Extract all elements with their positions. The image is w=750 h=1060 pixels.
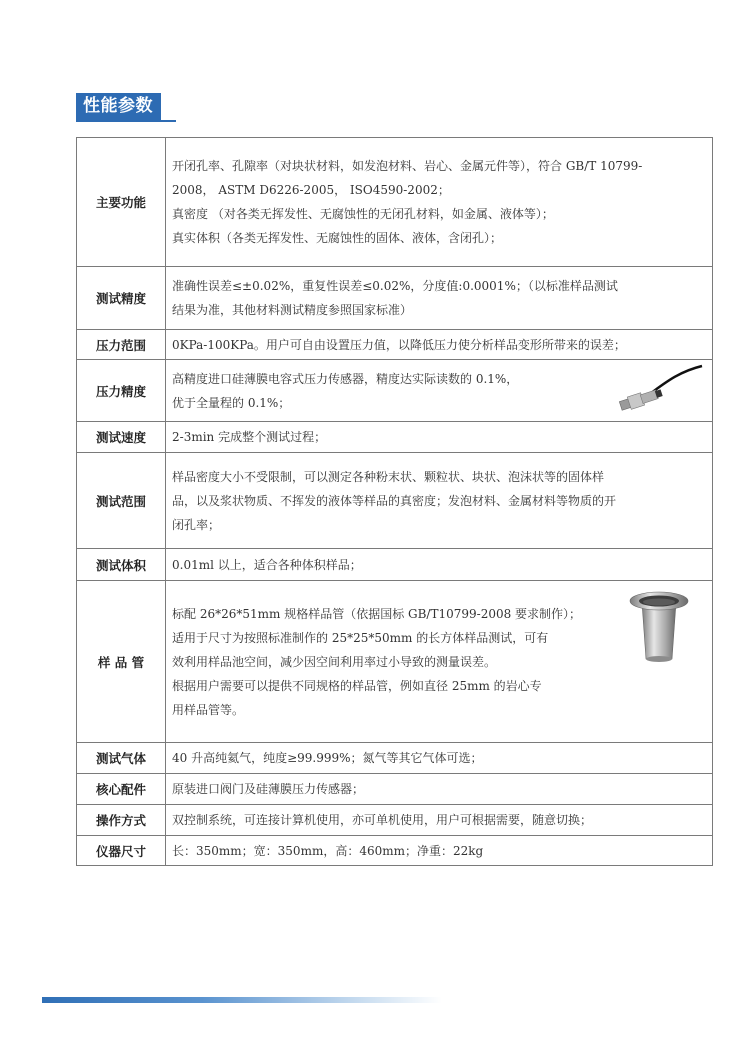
content-line: 双控制系统，可连接计算机使用，亦可单机使用，用户可根据需要，随意切换； bbox=[172, 813, 593, 827]
table-row bbox=[77, 330, 713, 360]
content-line: 原装进口阀门及硅薄膜压力传感器； bbox=[172, 782, 365, 796]
content-line: 0.01ml 以上，适合各种体积样品； bbox=[172, 557, 362, 572]
table-row bbox=[77, 743, 713, 774]
sample-tube-image bbox=[628, 589, 690, 665]
content-line: 准确性误差≤±0.02%，重复性误差≤0.02%，分度值:0.0001%；（以标准样品测试 bbox=[172, 279, 618, 293]
table-row bbox=[77, 836, 713, 866]
content-line: 结果为准，其他材料测试精度参照国家标准） bbox=[172, 303, 413, 317]
row-label: 测试气体 bbox=[77, 743, 166, 774]
row-label: 测试范围 bbox=[77, 453, 166, 549]
row-label: 测试速度 bbox=[77, 422, 166, 453]
table-row bbox=[77, 453, 713, 549]
section-title: 性能参数 bbox=[76, 93, 161, 120]
row-content bbox=[166, 836, 713, 866]
row-content bbox=[166, 453, 713, 549]
row-content bbox=[166, 360, 713, 422]
table-row bbox=[77, 267, 713, 330]
row-label: 压力范围 bbox=[77, 330, 166, 360]
table-row bbox=[77, 581, 713, 743]
spec-table bbox=[76, 137, 713, 866]
content-line: 2008， ASTM D6226-2005， ISO4590-2002； bbox=[172, 183, 450, 197]
row-content bbox=[166, 743, 713, 774]
pressure-sensor-image bbox=[614, 364, 704, 414]
table-row bbox=[77, 774, 713, 805]
row-label: 仪器尺寸 bbox=[77, 836, 166, 866]
content-line: 真实体积（各类无挥发性、无腐蚀性的固体、液体，含闭孔）； bbox=[172, 231, 503, 245]
content-line: 品，以及浆状物质、不挥发的液体等样品的真密度；发泡材料、金属材料等物质的开 bbox=[172, 493, 617, 508]
content-line: 标配 26*26*51mm 规格样品管（依据国标 GB/T10799-2008 要求制作）； bbox=[172, 606, 582, 621]
content-line: 0KPa-100KPa。用户可自由设置压力值，以降低压力使分析样品变形所带来的误差； bbox=[172, 337, 626, 352]
row-content bbox=[166, 422, 713, 453]
content-line: 用样品管等。 bbox=[172, 702, 245, 717]
content-line: 真密度 （对各类无挥发性、无腐蚀性的无闭孔材料，如金属、液体等）； bbox=[172, 207, 554, 221]
row-content bbox=[166, 774, 713, 805]
content-line: 2-3min 完成整个测试过程； bbox=[172, 430, 327, 444]
content-line: 40 升高纯氦气，纯度≥99.999%；氮气等其它气体可选； bbox=[172, 751, 483, 765]
content-line: 样品密度大小不受限制，可以测定各种粉末状、颗粒状、块状、泡沫状等的固体样 bbox=[172, 469, 605, 484]
row-label: 样 品 管 bbox=[77, 581, 166, 743]
footer-accent-bar bbox=[42, 997, 442, 1003]
content-line: 优于全量程的 0.1%； bbox=[172, 395, 291, 410]
table-row bbox=[77, 549, 713, 581]
table-row bbox=[77, 805, 713, 836]
content-line: 开闭孔率、孔隙率（对块状材料，如发泡材料、岩心、金属元件等），符合 GB/T 10799- bbox=[172, 159, 643, 173]
row-label: 主要功能 bbox=[77, 138, 166, 267]
row-label: 核心配件 bbox=[77, 774, 166, 805]
content-line: 高精度进口硅薄膜电容式压力传感器，精度达实际读数的 0.1%， bbox=[172, 371, 519, 386]
row-label: 测试体积 bbox=[77, 549, 166, 581]
row-label: 操作方式 bbox=[77, 805, 166, 836]
row-content bbox=[166, 267, 713, 330]
content-line: 长：350mm；宽：350mm，高：460mm；净重：22kg bbox=[172, 843, 484, 858]
row-content bbox=[166, 805, 713, 836]
row-label: 测试精度 bbox=[77, 267, 166, 330]
content-line: 适用于尺寸为按照标准制作的 25*25*50mm 的长方体样品测试，可有 bbox=[172, 630, 549, 645]
content-line: 闭孔率； bbox=[172, 517, 221, 532]
table-row bbox=[77, 360, 713, 422]
content-line: 根据用户需要可以提供不同规格的样品管，例如直径 25mm 的岩心专 bbox=[172, 678, 542, 693]
row-content bbox=[166, 330, 713, 360]
row-content bbox=[166, 549, 713, 581]
title-underline bbox=[76, 120, 176, 122]
table-row bbox=[77, 138, 713, 267]
content-line: 效利用样品池空间，减少因空间利用率过小导致的测量误差。 bbox=[172, 654, 497, 669]
row-label: 压力精度 bbox=[77, 360, 166, 422]
table-row bbox=[77, 422, 713, 453]
row-content bbox=[166, 138, 713, 267]
row-content bbox=[166, 581, 713, 743]
